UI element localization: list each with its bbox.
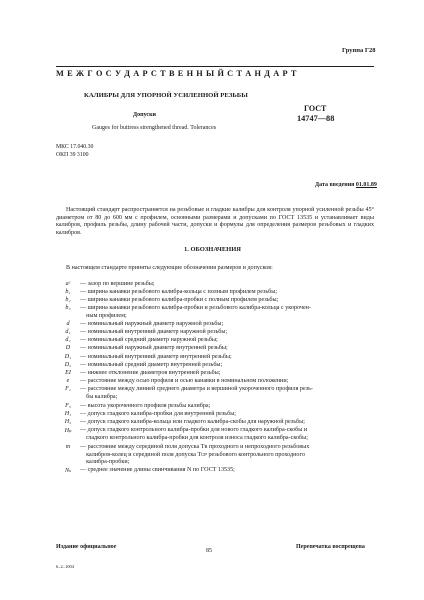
designation-description: — зазор по вершине резьбы; — [80, 281, 155, 287]
designation-description: — допуск гладкого контрольного калибра-пробки для нового гладкого калибра-скобы и гладкого контрольного калибра-пробки для контроля износа гладкого калибра-скобы; — [80, 427, 308, 441]
designation-description: — расстояние между осью профиля и осью канавки в номинальном положении; — [80, 378, 289, 384]
designation-description: — номинальный внутренний диаметр наружной резьбы; — [80, 329, 228, 335]
designation-description: — номинальный средний диаметр наружной резьбы; — [80, 337, 218, 343]
top-rule — [56, 66, 374, 67]
designation-description: — допуск гладкого калибра-пробки для внутренней резьбы; — [80, 411, 236, 417]
designation-symbol: e — [66, 378, 70, 384]
designation-symbol: d₂ — [65, 337, 71, 343]
designation-description: — расстояние между линией среднего диаметра и вершиной укороченного профиля резь- бы калибра; — [80, 386, 313, 400]
designation-symbol: d₁ — [65, 329, 71, 335]
designation-description: — номинальный наружный диаметр внутренней резьбы; — [80, 345, 228, 351]
designation-description: — среднее значение длины свинчивания N по ГОСТ 13535; — [80, 467, 235, 473]
group-label: Группа Г28 — [342, 47, 376, 54]
print-code: 6–2–1004 — [56, 564, 74, 569]
intro-paragraph: Настоящий стандарт распространяется на резьбовые и гладкие калибры для контроля упорной усиленной резьбы 45° диаметром от 80 до 600 мм с профилем, основными размерами и допусками по ГОСТ 13535 и устанавливает виды калибров, профиль резьбы, длину рабочей части, допуски и формулы для определения размеров резьбовых и гладких калибров. — [56, 207, 374, 236]
designation-symbol: H₁ — [64, 411, 72, 417]
designation-symbol: b₂ — [65, 297, 71, 303]
designation-symbol: aᶜ — [65, 281, 71, 287]
section-heading: 1. ОБОЗНАЧЕНИЯ — [184, 246, 241, 253]
intro-date-label: Дата введения — [315, 182, 355, 188]
designation-description: — расстояние между серединой поля допуска Tʀ проходного и непроходного резьбовых калибров-колец и серединой поля допуска Tᴄᴘ резьбового контрольного проходного калибра-пробки; — [80, 444, 310, 466]
designation-description: — номинальный наружный диаметр наружной резьбы; — [80, 321, 224, 327]
designation-description: — номинальный внутренний диаметр внутренней резьбы; — [80, 354, 232, 360]
designation-description: — ширина канавки резьбового калибра-пробки и резьбового калибра-кольца с укорочен- ным профилем; — [80, 305, 311, 319]
section-lead: В настоящем стандарте приняты следующие обозначения размеров и допусков: — [66, 265, 273, 271]
standard-banner: М Е Ж Г О С У Д А Р С Т В Е Н Н Ы Й С Т А Н Д А Р Т — [56, 69, 297, 78]
designation-symbol: b₃ — [65, 305, 71, 311]
okp-code: ОКП 39 3100 — [56, 152, 89, 158]
designation-symbol: F₃ — [65, 403, 71, 409]
designation-symbol: b₁ — [65, 289, 71, 295]
designation-description: — допуск гладкого калибра-кольца или гладкого калибра-скобы для наружной резьбы; — [80, 419, 305, 425]
designation-symbol: D₁ — [64, 354, 72, 360]
footer-left: Издание официальное — [56, 544, 117, 550]
designation-symbol: D — [65, 345, 71, 351]
designation-symbol: F₁ — [65, 386, 71, 392]
designation-symbol: EI — [65, 370, 71, 376]
designation-description: — высота укороченного профиля резьбы калибра; — [80, 403, 211, 409]
designation-symbol: m — [65, 444, 71, 450]
footer-right: Перепечатка воспрещена — [296, 544, 365, 550]
page-number: 85 — [206, 548, 212, 554]
designation-symbol: D₂ — [64, 362, 72, 368]
designation-symbol: d — [66, 321, 70, 327]
designation-description: — ширина канавки резьбового калибра-пробки с полным профилем резьбы; — [80, 297, 279, 303]
designation-description: — номинальный средний диаметр внутренней резьбы; — [80, 362, 223, 368]
title-sub: Допуски — [133, 112, 156, 118]
designation-symbol: H₂ — [64, 419, 72, 425]
designation-symbol: Nₛ — [64, 468, 72, 474]
mks-code: МКС 17.040.30 — [56, 144, 94, 150]
gost-number: 14747—88 — [297, 114, 335, 123]
designation-description: — нижнее отклонение диаметров внутренней резьбы; — [80, 370, 221, 376]
intro-date-value: 01.01.89 — [355, 182, 377, 188]
designation-description: — ширина канавки резьбового калибра-кольца с полным профилем резьбы; — [80, 289, 278, 295]
gost-label: ГОСТ — [304, 104, 327, 113]
designation-symbol: Hₚ — [64, 428, 72, 434]
title-main: КАЛИБРЫ ДЛЯ УПОРНОЙ УСИЛЕННОЙ РЕЗЬБЫ — [84, 92, 248, 99]
intro-date — [315, 182, 377, 188]
title-english: Gauges for buttress strengthened thread. Tolerances — [92, 125, 217, 131]
